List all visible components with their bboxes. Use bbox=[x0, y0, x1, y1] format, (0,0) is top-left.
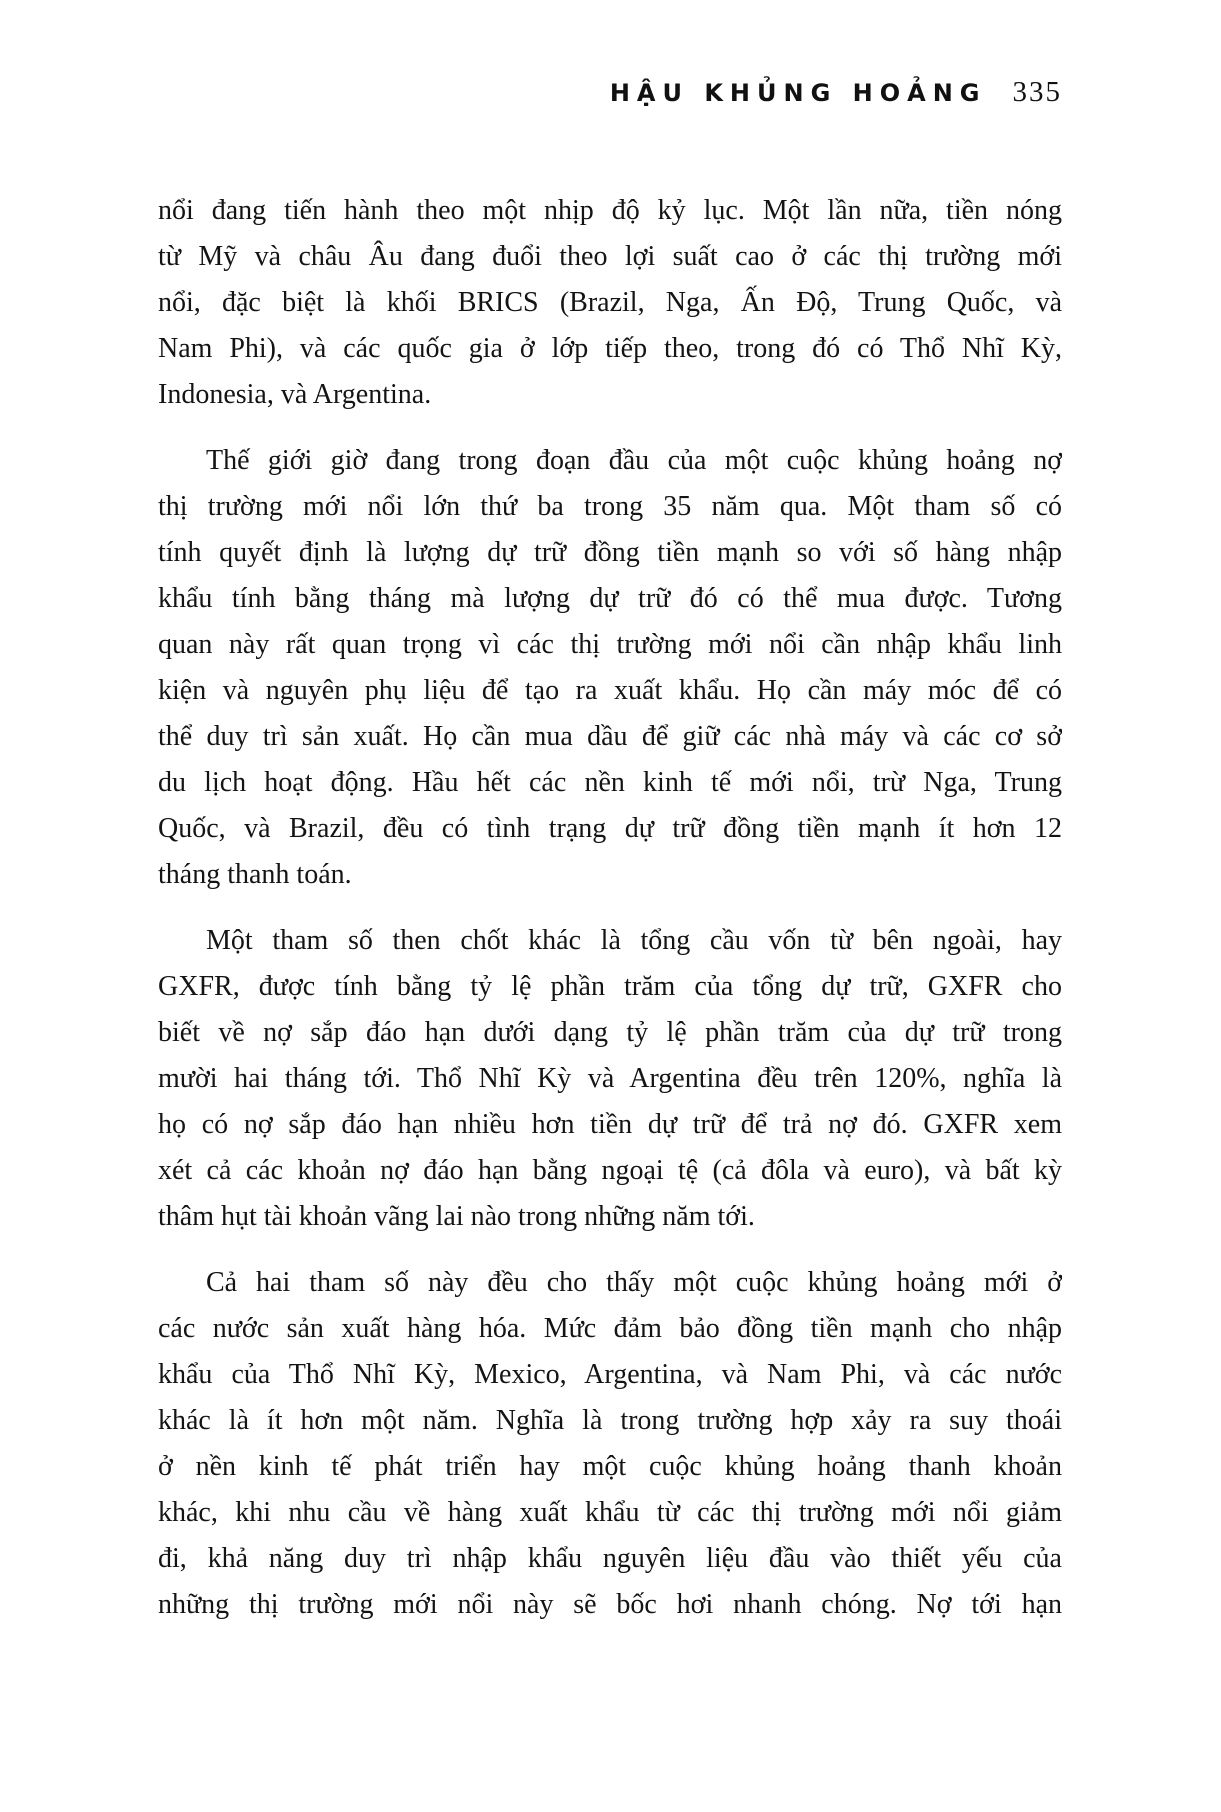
text-line: kiện và nguyên phụ liệu để tạo ra xuất khẩu. Họ cần máy móc để có bbox=[158, 675, 1062, 706]
text-line: nổi đang tiến hành theo một nhịp độ kỷ lục. Một lần nữa, tiền nóng bbox=[158, 195, 1062, 226]
running-header bbox=[158, 76, 1062, 109]
text-line: Thế giới giờ đang trong đoạn đầu của một cuộc khủng hoảng nợ bbox=[206, 445, 1062, 476]
running-header-title: HẬU KHỦNG HOẢNG bbox=[609, 79, 987, 107]
text-line: ở nền kinh tế phát triển hay một cuộc khủng hoảng thanh khoản bbox=[158, 1451, 1062, 1482]
text-line: du lịch hoạt động. Hầu hết các nền kinh tế mới nổi, trừ Nga, Trung bbox=[158, 767, 1062, 798]
text-line: Cả hai tham số này đều cho thấy một cuộc khủng hoảng mới ở bbox=[206, 1267, 1062, 1298]
text-line: họ có nợ sắp đáo hạn nhiều hơn tiền dự trữ để trả nợ đó. GXFR xem bbox=[158, 1109, 1062, 1140]
text-line: những thị trường mới nổi này sẽ bốc hơi nhanh chóng. Nợ tới hạn bbox=[158, 1589, 1062, 1620]
paragraph bbox=[158, 918, 1062, 1240]
text-line: tính quyết định là lượng dự trữ đồng tiền mạnh so với số hàng nhập bbox=[158, 537, 1062, 568]
text-line: thâm hụt tài khoản vãng lai nào trong những năm tới. bbox=[158, 1201, 755, 1232]
text-line: khẩu của Thổ Nhĩ Kỳ, Mexico, Argentina, và Nam Phi, và các nước bbox=[158, 1359, 1062, 1390]
text-line: Indonesia, và Argentina. bbox=[158, 379, 432, 410]
text-line: Một tham số then chốt khác là tổng cầu vốn từ bên ngoài, hay bbox=[206, 925, 1062, 956]
text-line: tháng thanh toán. bbox=[158, 859, 352, 890]
text-line: Nam Phi), và các quốc gia ở lớp tiếp theo, trong đó có Thổ Nhĩ Kỳ, bbox=[158, 333, 1062, 364]
text-line: thể duy trì sản xuất. Họ cần mua dầu để giữ các nhà máy và các cơ sở bbox=[158, 721, 1062, 752]
text-line: khác, khi nhu cầu về hàng xuất khẩu từ các thị trường mới nổi giảm bbox=[158, 1497, 1062, 1528]
text-line: khác là ít hơn một năm. Nghĩa là trong trường hợp xảy ra suy thoái bbox=[158, 1405, 1062, 1436]
text-line: các nước sản xuất hàng hóa. Mức đảm bảo đồng tiền mạnh cho nhập bbox=[158, 1313, 1062, 1344]
text-line: nổi, đặc biệt là khối BRICS (Brazil, Nga, Ấn Độ, Trung Quốc, và bbox=[158, 287, 1062, 318]
text-line: từ Mỹ và châu Âu đang đuổi theo lợi suất cao ở các thị trường mới bbox=[158, 241, 1062, 272]
text-line: GXFR, được tính bằng tỷ lệ phần trăm của tổng dự trữ, GXFR cho bbox=[158, 971, 1062, 1002]
text-line: đi, khả năng duy trì nhập khẩu nguyên liệu đầu vào thiết yếu của bbox=[158, 1543, 1062, 1574]
text-line: xét cả các khoản nợ đáo hạn bằng ngoại tệ (cả đôla và euro), và bất kỳ bbox=[158, 1155, 1062, 1186]
text-line: Quốc, và Brazil, đều có tình trạng dự trữ đồng tiền mạnh ít hơn 12 bbox=[158, 813, 1062, 844]
text-line: khẩu tính bằng tháng mà lượng dự trữ đó có thể mua được. Tương bbox=[158, 583, 1062, 614]
text-line: biết về nợ sắp đáo hạn dưới dạng tỷ lệ phần trăm của dự trữ trong bbox=[158, 1017, 1062, 1048]
text-line: mười hai tháng tới. Thổ Nhĩ Kỳ và Argentina đều trên 120%, nghĩa là bbox=[158, 1063, 1062, 1094]
text-line: quan này rất quan trọng vì các thị trường mới nổi cần nhập khẩu linh bbox=[158, 629, 1062, 660]
paragraph bbox=[158, 438, 1062, 898]
paragraph bbox=[158, 1260, 1062, 1628]
text-line: thị trường mới nổi lớn thứ ba trong 35 năm qua. Một tham số có bbox=[158, 491, 1062, 522]
page-number: 335 bbox=[1012, 76, 1062, 108]
body-text-column bbox=[158, 188, 1062, 1628]
paragraph bbox=[158, 188, 1062, 418]
